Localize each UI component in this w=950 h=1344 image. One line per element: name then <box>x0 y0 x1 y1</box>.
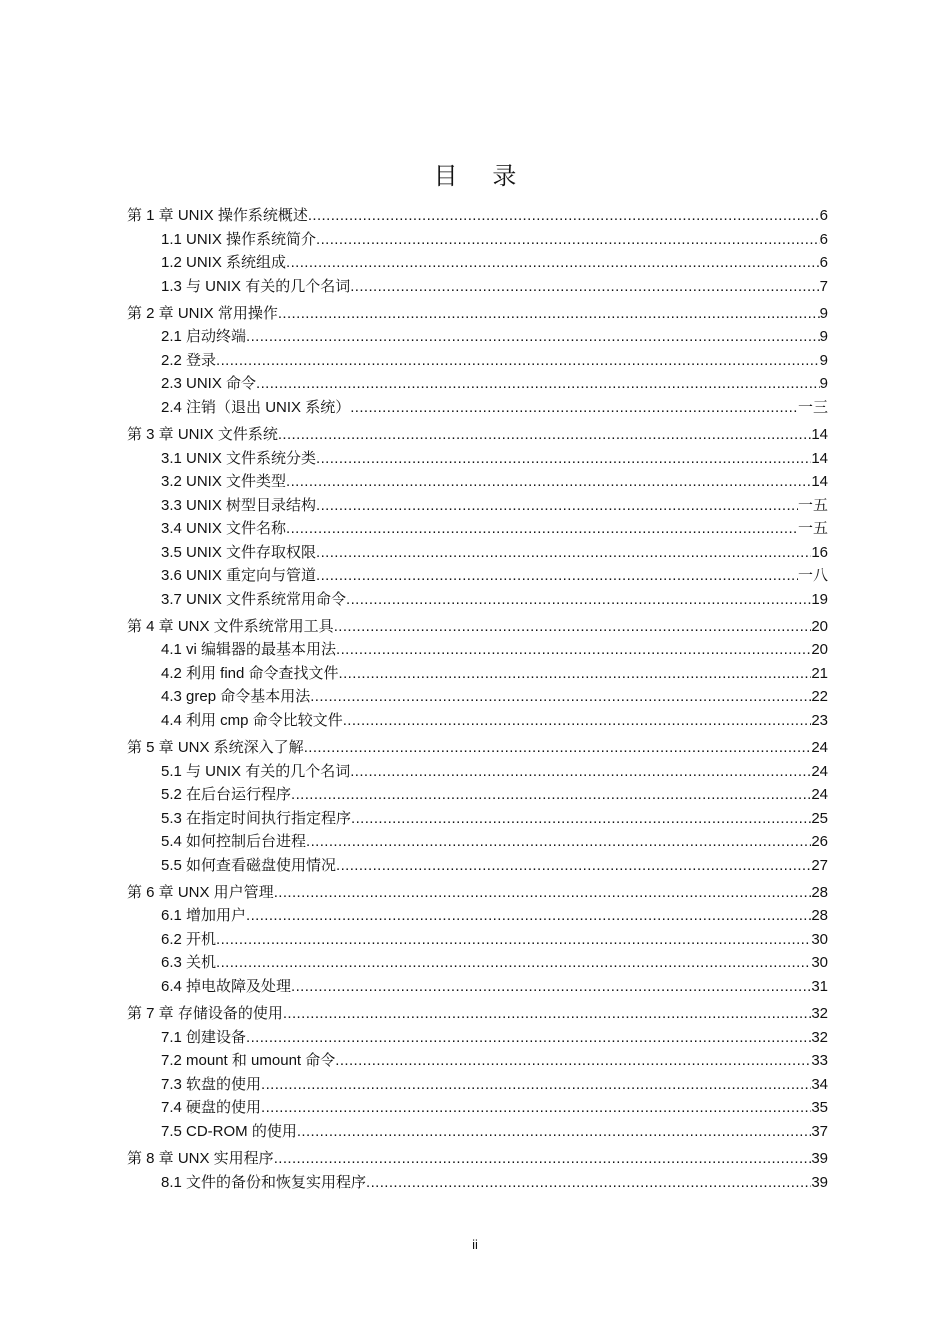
toc-section-entry[interactable] <box>127 517 828 541</box>
page-number: 9 <box>819 304 828 322</box>
page-number: 25 <box>811 809 828 827</box>
toc-chapter-entry[interactable] <box>127 736 828 760</box>
dot-leader <box>366 1171 811 1195</box>
chapter-title: 第 3 章 UNIX 文件系统 <box>127 426 278 444</box>
section-title: 7.3 软盘的使用 <box>161 1075 262 1093</box>
toc-section-entry[interactable] <box>127 228 828 252</box>
page-number: 19 <box>811 590 828 608</box>
page-number: 28 <box>811 883 828 901</box>
dot-leader <box>246 325 820 349</box>
toc-section-entry[interactable] <box>127 470 828 494</box>
dot-leader <box>350 275 819 299</box>
dot-leader <box>306 830 811 854</box>
dot-leader <box>316 494 798 518</box>
section-title: 6.2 开机 <box>161 930 217 948</box>
section-title: 6.3 关机 <box>161 954 217 972</box>
section-title: 1.3 与 UNIX 有关的几个名词 <box>161 277 351 295</box>
section-title: 3.2 UNIX 文件类型 <box>161 473 287 491</box>
toc-chapter-entry[interactable] <box>127 1147 828 1171</box>
toc-section-entry[interactable] <box>127 854 828 878</box>
toc-section-entry[interactable] <box>127 928 828 952</box>
toc-section-entry[interactable] <box>127 638 828 662</box>
page-number: 37 <box>811 1122 828 1140</box>
dot-leader <box>246 904 811 928</box>
page-number: 22 <box>811 688 828 706</box>
toc-section-entry[interactable] <box>127 396 828 420</box>
section-title: 4.2 利用 find 命令查找文件 <box>161 664 339 682</box>
toc-chapter-group <box>127 302 828 420</box>
page-number: 20 <box>811 641 828 659</box>
dot-leader <box>346 588 811 612</box>
section-title: 5.4 如何控制后台进程 <box>161 833 307 851</box>
page-number: 24 <box>811 762 828 780</box>
toc-section-entry[interactable] <box>127 951 828 975</box>
toc-section-entry[interactable] <box>127 447 828 471</box>
page-number: 23 <box>811 711 828 729</box>
dot-leader <box>283 1002 811 1026</box>
chapter-title: 第 8 章 UNX 实用程序 <box>127 1150 274 1168</box>
toc-section-entry[interactable] <box>127 275 828 299</box>
section-title: 1.1 UNIX 操作系统简介 <box>161 230 317 248</box>
toc-chapter-entry[interactable] <box>127 1002 828 1026</box>
toc-chapter-group <box>127 204 828 298</box>
page-number: 21 <box>811 664 828 682</box>
page-number-footer: ii <box>472 1237 478 1252</box>
dot-leader <box>336 638 811 662</box>
section-title: 6.4 掉电故障及处理 <box>161 977 292 995</box>
page-number: 26 <box>811 833 828 851</box>
dot-leader <box>343 709 812 733</box>
dot-leader <box>278 423 811 447</box>
page-number: 28 <box>811 907 828 925</box>
section-title: 5.1 与 UNIX 有关的几个名词 <box>161 762 351 780</box>
page-number: 33 <box>811 1052 828 1070</box>
section-title: 6.1 增加用户 <box>161 907 247 925</box>
dot-leader <box>291 975 811 999</box>
page-number: 14 <box>811 449 828 467</box>
page-number: 27 <box>811 856 828 874</box>
chapter-title: 第 4 章 UNX 文件系统常用工具 <box>127 617 334 635</box>
section-title: 4.4 利用 cmp 命令比较文件 <box>161 711 343 729</box>
page-number: 30 <box>811 930 828 948</box>
toc-title: 目 录 <box>433 163 531 190</box>
dot-leader <box>216 928 811 952</box>
chapter-title: 第 2 章 UNIX 常用操作 <box>127 304 278 322</box>
page-number: 一三 <box>797 398 828 416</box>
dot-leader <box>304 736 812 760</box>
dot-leader <box>297 1120 811 1144</box>
toc-section-entry[interactable] <box>127 1073 828 1097</box>
section-title: 7.5 CD-ROM 的使用 <box>161 1122 297 1140</box>
dot-leader <box>261 1096 811 1120</box>
dot-leader <box>274 881 812 905</box>
chapter-title: 第 7 章 存储设备的使用 <box>127 1005 283 1023</box>
section-title: 7.1 创建设备 <box>161 1028 247 1046</box>
toc-chapter-group <box>127 881 828 999</box>
section-title: 2.3 UNIX 命令 <box>161 375 257 393</box>
section-title: 2.4 注销（退出 UNIX 系统） <box>161 398 351 416</box>
page-number: 一五 <box>797 496 828 514</box>
toc-section-entry[interactable] <box>127 783 828 807</box>
toc-section-entry[interactable] <box>127 807 828 831</box>
toc-section-entry[interactable] <box>127 904 828 928</box>
toc-section-entry[interactable] <box>127 541 828 565</box>
section-title: 3.3 UNIX 树型目录结构 <box>161 496 317 514</box>
section-title: 3.5 UNIX 文件存取权限 <box>161 543 317 561</box>
toc-section-entry[interactable] <box>127 251 828 275</box>
dot-leader <box>246 1026 811 1050</box>
section-title: 1.2 UNIX 系统组成 <box>161 254 287 271</box>
page-number: 24 <box>811 739 828 757</box>
dot-leader <box>339 662 812 686</box>
dot-leader <box>261 1073 811 1097</box>
toc-chapter-group <box>127 736 828 877</box>
toc-section-entry[interactable] <box>127 564 828 588</box>
page-number: 7 <box>819 277 828 295</box>
section-title: 7.2 mount 和 umount 命令 <box>161 1052 336 1070</box>
section-title: 7.4 硬盘的使用 <box>161 1099 262 1117</box>
toc-chapter-entry[interactable] <box>127 302 828 326</box>
dot-leader <box>308 204 820 228</box>
dot-leader <box>216 349 820 373</box>
section-title: 5.3 在指定时间执行指定程序 <box>161 809 352 827</box>
dot-leader <box>316 447 811 471</box>
page-number: 6 <box>819 230 828 248</box>
chapter-title: 第 6 章 UNX 用户管理 <box>127 883 274 901</box>
section-title: 5.5 如何查看磁盘使用情况 <box>161 856 337 874</box>
toc-section-entry[interactable] <box>127 830 828 854</box>
toc-chapter-entry[interactable] <box>127 423 828 447</box>
toc-section-entry[interactable] <box>127 325 828 349</box>
dot-leader <box>316 228 820 252</box>
chapter-title: 第 1 章 UNIX 操作系统概述 <box>127 207 308 224</box>
toc-section-entry[interactable] <box>127 494 828 518</box>
toc-section-entry[interactable] <box>127 588 828 612</box>
dot-leader <box>350 760 811 784</box>
page-number: 6 <box>819 254 828 271</box>
toc-section-entry[interactable] <box>127 1171 828 1195</box>
dot-leader <box>274 1147 812 1171</box>
table-of-contents <box>127 204 828 1194</box>
page-number: 一五 <box>797 520 828 538</box>
chapter-title: 第 5 章 UNX 系统深入了解 <box>127 739 304 757</box>
toc-chapter-entry[interactable] <box>127 615 828 639</box>
page-number: 32 <box>811 1005 828 1023</box>
page-number: 34 <box>811 1075 828 1093</box>
page-number: 6 <box>819 207 828 224</box>
toc-chapter-entry[interactable] <box>127 204 828 228</box>
section-title: 5.2 在后台运行程序 <box>161 786 292 804</box>
toc-section-entry[interactable] <box>127 975 828 999</box>
page-number: 24 <box>811 786 828 804</box>
dot-leader <box>286 517 798 541</box>
dot-leader <box>350 396 798 420</box>
page-number: 一八 <box>797 567 828 585</box>
dot-leader <box>216 951 811 975</box>
dot-leader <box>278 302 820 326</box>
page-number: 39 <box>811 1173 828 1191</box>
page-number: 14 <box>811 473 828 491</box>
section-title: 2.2 登录 <box>161 351 217 369</box>
page-number: 16 <box>811 543 828 561</box>
page-number: 35 <box>811 1099 828 1117</box>
toc-section-entry[interactable] <box>127 662 828 686</box>
toc-chapter-group <box>127 615 828 733</box>
toc-section-entry[interactable] <box>127 760 828 784</box>
toc-chapter-entry[interactable] <box>127 881 828 905</box>
section-title: 4.1 vi 编辑器的最基本用法 <box>161 641 337 659</box>
dot-leader <box>310 685 811 709</box>
toc-chapter-group <box>127 423 828 611</box>
toc-section-entry[interactable] <box>127 349 828 373</box>
dot-leader <box>336 854 811 878</box>
toc-section-entry[interactable] <box>127 709 828 733</box>
dot-leader <box>351 807 811 831</box>
section-title: 3.6 UNIX 重定向与管道 <box>161 567 317 585</box>
dot-leader <box>256 372 820 396</box>
page-number: 39 <box>811 1150 828 1168</box>
section-title: 2.1 启动终端 <box>161 328 247 346</box>
page-number: 20 <box>811 617 828 635</box>
dot-leader <box>316 541 811 565</box>
toc-section-entry[interactable] <box>127 1120 828 1144</box>
page-number: 30 <box>811 954 828 972</box>
page-number: 32 <box>811 1028 828 1046</box>
toc-section-entry[interactable] <box>127 372 828 396</box>
toc-chapter-group <box>127 1002 828 1143</box>
dot-leader <box>334 615 812 639</box>
dot-leader <box>286 251 820 275</box>
section-title: 8.1 文件的备份和恢复实用程序 <box>161 1173 367 1191</box>
dot-leader <box>286 470 811 494</box>
toc-section-entry[interactable] <box>127 1049 828 1073</box>
page-number: 14 <box>811 426 828 444</box>
toc-section-entry[interactable] <box>127 685 828 709</box>
page-number: 9 <box>819 328 828 346</box>
toc-section-entry[interactable] <box>127 1096 828 1120</box>
dot-leader <box>335 1049 811 1073</box>
page-number: 9 <box>819 351 828 369</box>
toc-section-entry[interactable] <box>127 1026 828 1050</box>
toc-chapter-group <box>127 1147 828 1194</box>
section-title: 3.7 UNIX 文件系统常用命令 <box>161 590 347 608</box>
section-title: 4.3 grep 命令基本用法 <box>161 688 311 706</box>
page-number: 9 <box>819 375 828 393</box>
section-title: 3.4 UNIX 文件名称 <box>161 520 287 538</box>
dot-leader <box>316 564 798 588</box>
dot-leader <box>291 783 811 807</box>
section-title: 3.1 UNIX 文件系统分类 <box>161 449 317 467</box>
page-number: 31 <box>811 977 828 995</box>
